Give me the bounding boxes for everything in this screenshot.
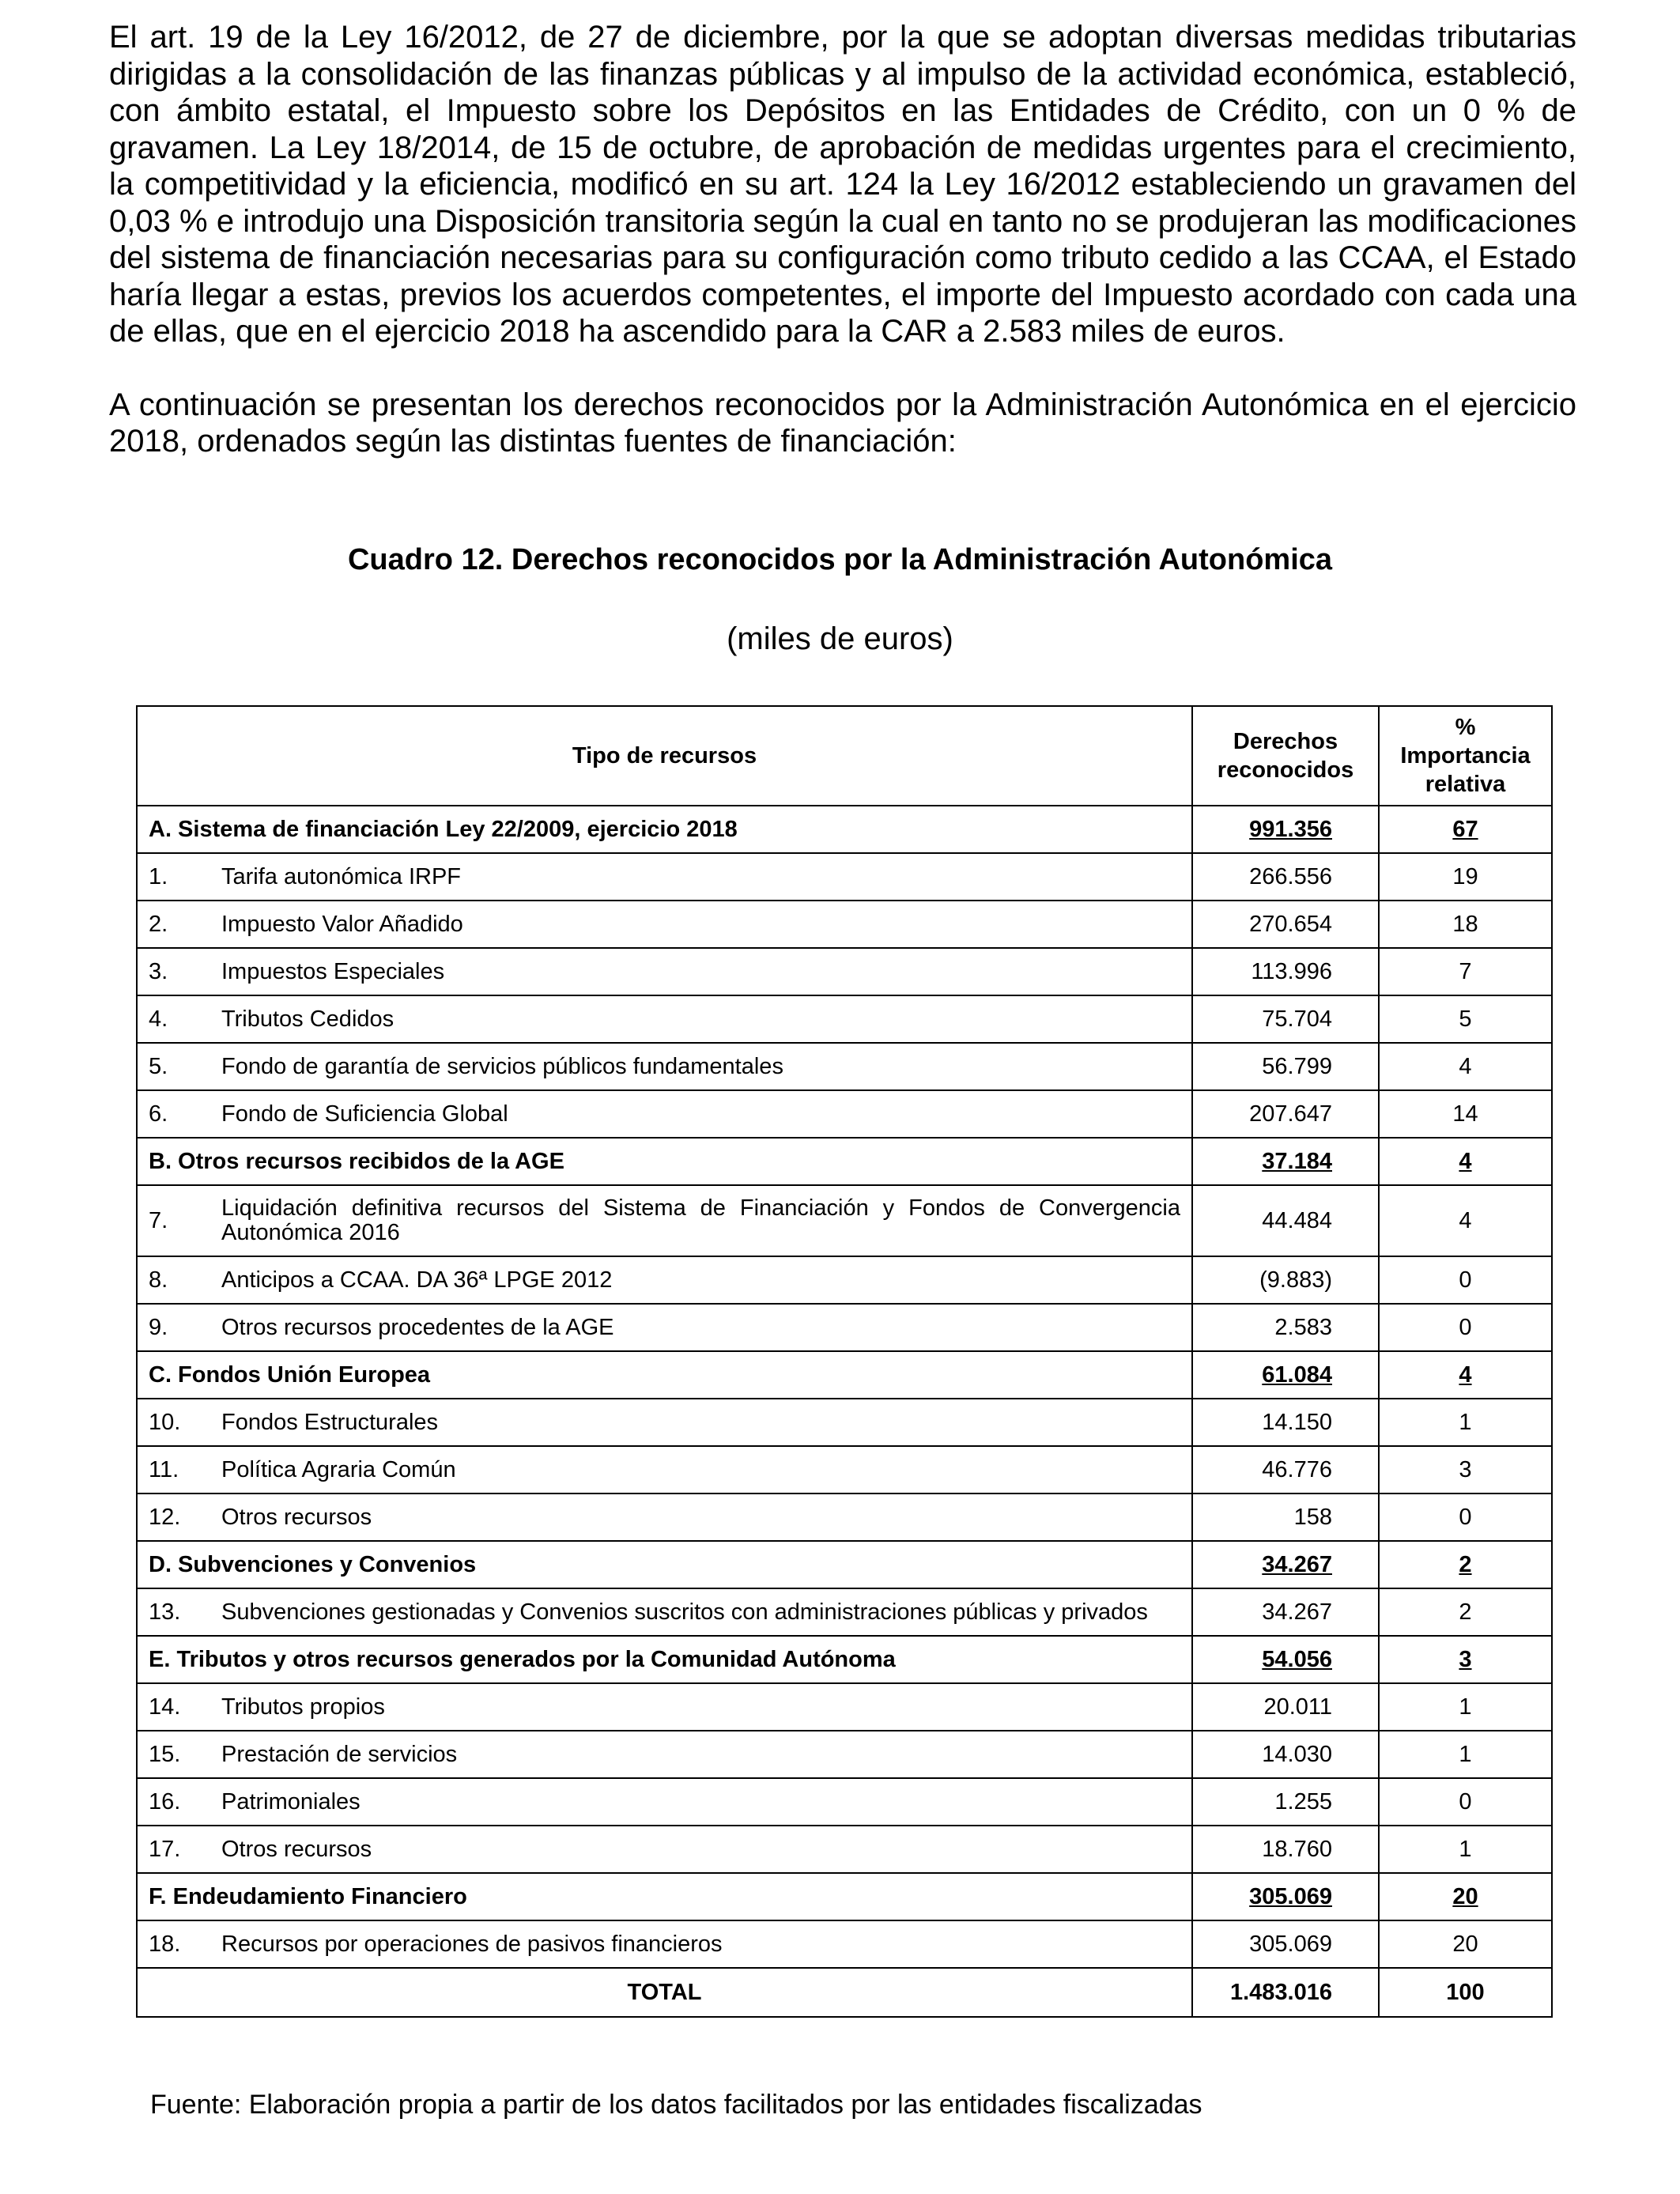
row-value xyxy=(1192,1683,1379,1731)
row-label: Tributos Cedidos xyxy=(221,1006,395,1032)
row-label-cell xyxy=(137,1920,1192,1968)
row-item xyxy=(149,864,1180,890)
resources-table xyxy=(136,705,1553,2018)
table-row xyxy=(137,1090,1552,1138)
header-importancia: % Importancia relativa xyxy=(1379,706,1552,806)
table-row xyxy=(137,1588,1552,1636)
row-item xyxy=(149,1101,1180,1127)
row-pct xyxy=(1379,1494,1552,1541)
row-item xyxy=(149,1315,1180,1341)
row-pct-text: 2 xyxy=(1459,1599,1472,1625)
row-item xyxy=(149,1505,1180,1531)
row-label: Prestación de servicios xyxy=(221,1741,458,1767)
row-number: 9. xyxy=(149,1314,168,1340)
row-pct-text: 0 xyxy=(1459,1504,1472,1530)
row-value-text: 1.255 xyxy=(1274,1788,1332,1814)
row-pct xyxy=(1379,1256,1552,1304)
row-value xyxy=(1192,1541,1379,1588)
row-item xyxy=(149,1932,1180,1958)
row-value-text: 270.654 xyxy=(1249,911,1332,937)
table-row xyxy=(137,1683,1552,1731)
row-pct-text: 0 xyxy=(1459,1788,1472,1814)
row-value-text: 34.267 xyxy=(1262,1599,1332,1625)
row-value-text: 54.056 xyxy=(1262,1646,1332,1672)
row-value-text: 113.996 xyxy=(1251,958,1332,984)
row-label-cell xyxy=(137,1588,1192,1636)
row-label-cell xyxy=(137,853,1192,901)
row-pct xyxy=(1379,1778,1552,1826)
row-value xyxy=(1192,995,1379,1043)
row-label-cell xyxy=(137,1683,1192,1731)
row-item xyxy=(149,1742,1180,1768)
row-pct xyxy=(1379,1399,1552,1446)
row-item xyxy=(149,1837,1180,1863)
row-pct-text: 0 xyxy=(1459,1267,1472,1293)
row-number: 12. xyxy=(149,1504,181,1530)
row-value-text: 266.556 xyxy=(1249,863,1332,889)
row-label: Tarifa autonómica IRPF xyxy=(221,863,462,889)
table-row xyxy=(137,1731,1552,1778)
row-item xyxy=(149,959,1180,985)
row-number: 17. xyxy=(149,1836,181,1862)
section-label: B. Otros recursos recibidos de la AGE xyxy=(137,1138,1192,1185)
row-label: Otros recursos xyxy=(221,1836,372,1862)
table-row xyxy=(137,1185,1552,1256)
row-pct xyxy=(1379,1588,1552,1636)
row-value xyxy=(1192,1090,1379,1138)
row-pct-text: 1 xyxy=(1459,1409,1472,1435)
row-item xyxy=(149,1599,1180,1626)
row-value xyxy=(1192,1873,1379,1920)
row-value-text: 305.069 xyxy=(1249,1931,1332,1957)
row-value xyxy=(1192,1256,1379,1304)
row-label-cell xyxy=(137,1090,1192,1138)
row-item xyxy=(149,1457,1180,1483)
row-value xyxy=(1192,1494,1379,1541)
row-value xyxy=(1192,1588,1379,1636)
row-pct-text: 2 xyxy=(1459,1551,1472,1577)
table-row xyxy=(137,1778,1552,1826)
row-pct-text: 4 xyxy=(1459,1053,1472,1079)
row-label: Otros recursos xyxy=(221,1504,372,1530)
row-label: Otros recursos procedentes de la AGE xyxy=(221,1314,614,1340)
row-label-cell xyxy=(137,1043,1192,1090)
row-item xyxy=(149,1054,1180,1080)
row-value xyxy=(1192,1826,1379,1873)
row-value xyxy=(1192,901,1379,948)
row-value xyxy=(1192,1446,1379,1494)
row-number: 2. xyxy=(149,911,168,937)
table-row xyxy=(137,948,1552,995)
row-pct xyxy=(1379,1304,1552,1351)
table-row xyxy=(137,853,1552,901)
row-value-text: (9.883) xyxy=(1259,1267,1332,1293)
row-pct-text: 1 xyxy=(1459,1694,1472,1720)
intro-paragraph: El art. 19 de la Ley 16/2012, de 27 de diciembre, por la que se adoptan diversas medidas tributarias dirigidas a la consolidación de las finanzas públicas y al impulso de la actividad económica, estableció, con ámbito estatal, el Impuesto sobre los Depósitos en las Entidades de Crédito, con un 0 % de gravamen. La Ley 18/2014, de 15 de octubre, de aprobación de medidas urgentes para el crecimiento, la competitividad y la eficiencia, modificó en su art. 124 la Ley 16/2012 estableciendo un gravamen del 0,03 % e introdujo una Disposición transitoria según la cual en tanto no se produjeran las modificaciones del sistema de financiación necesarias para su configuración como tributo cedido a las CCAA, el Estado haría llegar a estas, previos los acuerdos competentes, el importe del Impuesto acordado con cada una de ellas, que en el ejercicio 2018 ha ascendido para la CAR a 2.583 miles de euros. xyxy=(109,20,1576,349)
table-row xyxy=(137,1304,1552,1351)
table-body xyxy=(137,806,1552,1968)
row-label-cell xyxy=(137,1826,1192,1873)
section-row xyxy=(137,806,1552,853)
source-note: Fuente: Elaboración propia a partir de los datos facilitados por las entidades fiscalizadas xyxy=(150,2090,1202,2120)
total-pct: 100 xyxy=(1379,1968,1552,2017)
row-label-cell xyxy=(137,1731,1192,1778)
section-row xyxy=(137,1138,1552,1185)
row-pct-text: 5 xyxy=(1459,1006,1472,1032)
lead-paragraph: A continuación se presentan los derechos reconocidos por la Administración Autonómica en el ejercicio 2018, ordenados según las distintas fuentes de financiación: xyxy=(109,387,1576,459)
document-page xyxy=(109,19,1576,460)
row-value-text: 37.184 xyxy=(1262,1148,1332,1174)
row-pct-text: 14 xyxy=(1452,1101,1478,1127)
row-value-text: 34.267 xyxy=(1262,1551,1332,1577)
table-row xyxy=(137,1494,1552,1541)
table-row xyxy=(137,1399,1552,1446)
header-tipo: Tipo de recursos xyxy=(137,706,1192,806)
row-item xyxy=(149,1006,1180,1033)
table-row xyxy=(137,1256,1552,1304)
row-label-cell xyxy=(137,1304,1192,1351)
row-pct xyxy=(1379,1826,1552,1873)
total-value: 1.483.016 xyxy=(1192,1968,1379,2017)
row-number: 10. xyxy=(149,1409,181,1435)
row-label-cell xyxy=(137,948,1192,995)
row-label: Subvenciones gestionadas y Convenios suscritos con administraciones públicas y privados xyxy=(221,1599,1148,1625)
row-pct-text: 19 xyxy=(1452,863,1478,889)
row-pct-text: 1 xyxy=(1459,1741,1472,1767)
table-row xyxy=(137,1446,1552,1494)
row-number: 13. xyxy=(149,1599,181,1625)
table-title: Cuadro 12. Derechos reconocidos por la Administración Autonómica xyxy=(347,543,1333,576)
row-pct xyxy=(1379,1446,1552,1494)
row-value-text: 14.150 xyxy=(1262,1409,1332,1435)
row-value xyxy=(1192,1636,1379,1683)
row-pct-text: 20 xyxy=(1452,1931,1478,1957)
table-units: (miles de euros) xyxy=(727,621,953,656)
row-pct-text: 67 xyxy=(1452,816,1478,842)
row-pct xyxy=(1379,901,1552,948)
row-label: Anticipos a CCAA. DA 36ª LPGE 2012 xyxy=(221,1267,613,1293)
row-value xyxy=(1192,1399,1379,1446)
row-pct xyxy=(1379,853,1552,901)
row-pct-text: 4 xyxy=(1459,1361,1472,1388)
row-value-text: 991.356 xyxy=(1249,816,1332,842)
table-header-row xyxy=(137,706,1552,806)
row-value-text: 2.583 xyxy=(1274,1314,1332,1340)
row-value-text: 61.084 xyxy=(1262,1361,1332,1388)
row-value xyxy=(1192,806,1379,853)
row-pct xyxy=(1379,1541,1552,1588)
row-pct xyxy=(1379,1043,1552,1090)
row-number: 4. xyxy=(149,1006,168,1032)
row-pct xyxy=(1379,1683,1552,1731)
section-row xyxy=(137,1541,1552,1588)
row-number: 6. xyxy=(149,1101,168,1127)
section-label: D. Subvenciones y Convenios xyxy=(137,1541,1192,1588)
row-value xyxy=(1192,1304,1379,1351)
row-value-text: 46.776 xyxy=(1262,1456,1332,1482)
row-pct xyxy=(1379,1185,1552,1256)
row-label: Fondo de Suficiencia Global xyxy=(221,1101,508,1127)
row-pct xyxy=(1379,1090,1552,1138)
section-row xyxy=(137,1873,1552,1920)
total-label: TOTAL xyxy=(137,1968,1192,2017)
row-pct-text: 4 xyxy=(1459,1207,1472,1233)
row-label: Fondos Estructurales xyxy=(221,1409,439,1435)
section-label: F. Endeudamiento Financiero xyxy=(137,1873,1192,1920)
section-row xyxy=(137,1636,1552,1683)
row-value-text: 20.011 xyxy=(1263,1694,1332,1720)
row-label: Impuesto Valor Añadido xyxy=(221,911,463,937)
row-item xyxy=(149,912,1180,938)
row-item xyxy=(149,1267,1180,1293)
row-number: 16. xyxy=(149,1788,181,1814)
row-pct xyxy=(1379,1351,1552,1399)
row-value-text: 44.484 xyxy=(1262,1207,1332,1233)
row-pct xyxy=(1379,948,1552,995)
row-label: Impuestos Especiales xyxy=(221,958,445,984)
row-number: 14. xyxy=(149,1694,181,1720)
section-label: A. Sistema de financiación Ley 22/2009, ejercicio 2018 xyxy=(137,806,1192,853)
row-label: Fondo de garantía de servicios públicos fundamentales xyxy=(221,1053,783,1079)
row-pct xyxy=(1379,1731,1552,1778)
table-row xyxy=(137,1043,1552,1090)
row-pct xyxy=(1379,806,1552,853)
row-pct-text: 18 xyxy=(1452,911,1478,937)
row-value xyxy=(1192,948,1379,995)
row-label-cell xyxy=(137,1494,1192,1541)
row-pct-text: 1 xyxy=(1459,1836,1472,1862)
row-number: 18. xyxy=(149,1931,181,1957)
row-label: Patrimoniales xyxy=(221,1788,361,1814)
row-pct-text: 3 xyxy=(1459,1646,1472,1672)
row-label: Recursos por operaciones de pasivos financieros xyxy=(221,1931,723,1957)
row-number: 3. xyxy=(149,958,168,984)
section-label: E. Tributos y otros recursos generados por la Comunidad Autónoma xyxy=(137,1636,1192,1683)
row-value xyxy=(1192,1043,1379,1090)
row-value-text: 305.069 xyxy=(1249,1883,1332,1909)
row-item xyxy=(149,1694,1180,1720)
row-pct xyxy=(1379,1873,1552,1920)
row-pct-text: 20 xyxy=(1452,1883,1478,1909)
row-value xyxy=(1192,1920,1379,1968)
row-label-cell xyxy=(137,1185,1192,1256)
row-value xyxy=(1192,1138,1379,1185)
row-pct xyxy=(1379,995,1552,1043)
table-row xyxy=(137,1920,1552,1968)
table-row xyxy=(137,1826,1552,1873)
row-pct-text: 4 xyxy=(1459,1148,1472,1174)
row-pct xyxy=(1379,1138,1552,1185)
row-label-cell xyxy=(137,901,1192,948)
row-number: 5. xyxy=(149,1053,168,1079)
row-pct-text: 0 xyxy=(1459,1314,1472,1340)
row-number: 11. xyxy=(149,1456,179,1482)
row-number: 15. xyxy=(149,1741,181,1767)
table-row xyxy=(137,995,1552,1043)
row-value-text: 18.760 xyxy=(1262,1836,1332,1862)
row-value-text: 207.647 xyxy=(1249,1101,1332,1127)
row-label: Tributos propios xyxy=(221,1694,385,1720)
row-value-text: 14.030 xyxy=(1262,1741,1332,1767)
row-item xyxy=(149,1410,1180,1436)
row-pct xyxy=(1379,1636,1552,1683)
row-label-cell xyxy=(137,995,1192,1043)
row-number: 7. xyxy=(149,1207,168,1233)
table-row xyxy=(137,901,1552,948)
total-row xyxy=(137,1968,1552,2017)
row-number: 1. xyxy=(149,863,168,889)
row-label-cell xyxy=(137,1446,1192,1494)
row-value-text: 75.704 xyxy=(1262,1006,1332,1032)
section-row xyxy=(137,1351,1552,1399)
row-label-cell xyxy=(137,1399,1192,1446)
row-pct xyxy=(1379,1920,1552,1968)
header-derechos: Derechos reconocidos xyxy=(1192,706,1379,806)
row-item xyxy=(149,1196,1180,1245)
row-value xyxy=(1192,1351,1379,1399)
row-value xyxy=(1192,1731,1379,1778)
row-item xyxy=(149,1789,1180,1815)
row-value-text: 56.799 xyxy=(1262,1053,1332,1079)
row-label: Política Agraria Común xyxy=(221,1456,456,1482)
row-label-cell xyxy=(137,1778,1192,1826)
row-value xyxy=(1192,1778,1379,1826)
row-value xyxy=(1192,1185,1379,1256)
row-value xyxy=(1192,853,1379,901)
row-pct-text: 7 xyxy=(1459,958,1472,984)
section-label: C. Fondos Unión Europea xyxy=(137,1351,1192,1399)
row-label: Liquidación definitiva recursos del Sistema de Financiación y Fondos de Convergencia Autonómica 2016 xyxy=(221,1195,1180,1245)
row-number: 8. xyxy=(149,1267,168,1293)
row-label-cell xyxy=(137,1256,1192,1304)
row-pct-text: 3 xyxy=(1459,1456,1472,1482)
row-value-text: 158 xyxy=(1293,1504,1332,1530)
